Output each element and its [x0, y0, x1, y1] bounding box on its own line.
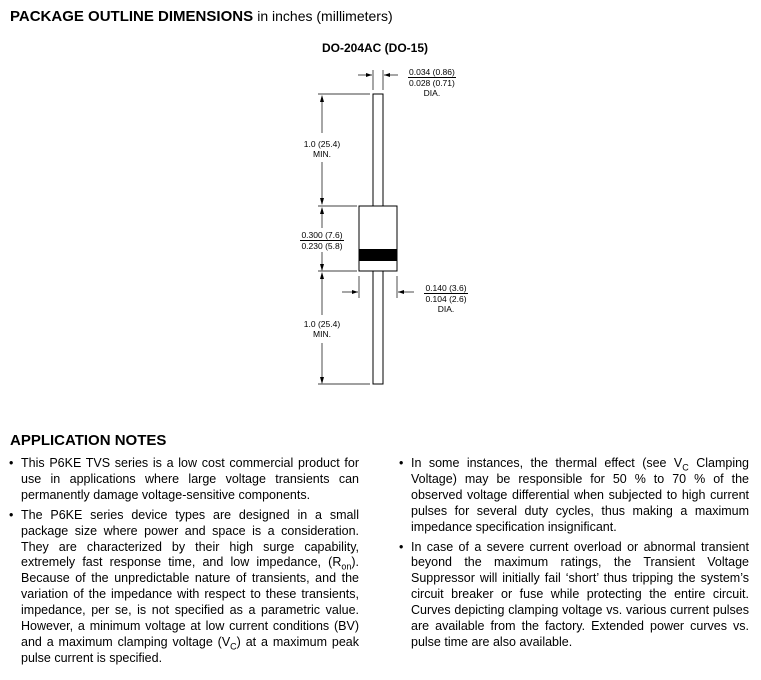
lead-diameter-dim — [408, 67, 456, 98]
note-subscript: on — [341, 561, 352, 572]
top-lead-length-note: MIN. — [313, 149, 331, 159]
lead-diameter-max: 0.034 (0.86) — [409, 67, 455, 77]
bottom-lead-length-value: 1.0 (25.4) — [303, 319, 341, 329]
note-item — [399, 540, 749, 651]
body-diameter-max: 0.140 (3.6) — [425, 283, 467, 293]
lead-diameter-note: DIA. — [423, 88, 441, 98]
note-text: This P6KE TVS series is a low cost commercial product for use in applications where large voltage transients can permanently damage voltage-sensitive components. — [21, 456, 359, 502]
section-title-main: PACKAGE OUTLINE DIMENSIONS — [10, 8, 254, 25]
bottom-lead-length-dim — [300, 319, 344, 339]
body-diameter-min: 0.104 (2.6) — [425, 294, 467, 304]
note-item — [399, 456, 749, 536]
bullet-icon: • — [399, 539, 404, 554]
top-lead-length-value: 1.0 (25.4) — [303, 139, 341, 149]
note-text: ). Because of the unpredictable nature of transients, and the variation of the impedance with respect to these transients, impedance, per se, is not specified as a parametric value. However, a minimum voltage at low current conditions (BV) and a maximum clamping voltage (V — [21, 555, 359, 649]
application-notes-title: APPLICATION NOTES — [10, 432, 167, 449]
lead-diameter-min: 0.028 (0.71) — [409, 78, 455, 88]
note-item — [9, 456, 359, 504]
note-text: In some instances, the thermal effect (see V — [411, 456, 683, 470]
notes-left-column — [9, 456, 359, 671]
section-title-units: in inches (millimeters) — [257, 8, 393, 24]
note-item — [9, 508, 359, 667]
cathode-band — [359, 249, 397, 261]
package-name: DO-204AC (DO-15) — [322, 41, 429, 55]
bullet-icon: • — [399, 456, 404, 470]
note-subscript: C — [682, 462, 689, 473]
bullet-icon: • — [9, 456, 14, 470]
body-length-dim — [293, 230, 351, 251]
notes-right-column — [399, 456, 749, 655]
note-text: ) at a maximum peak pulse current is specified. — [21, 634, 359, 665]
body-diameter-note: DIA. — [437, 304, 455, 314]
note-text: In case of a severe current overload or abnormal transient beyond the maximum ratings, the Transient Voltage Suppressor will initially fail ‘short’ thus tripping the system’s circuit breaker or fuse while protecting the entire circuit. Curves depicting clamping voltage vs. various current pulses are available from the factory. Extended power curves vs. pulse time are also available. — [411, 539, 749, 649]
note-subscript: C — [230, 641, 237, 652]
body-diameter-dim — [418, 283, 474, 314]
body-length-min: 0.230 (5.8) — [301, 241, 343, 251]
top-lead-length-dim — [300, 139, 344, 159]
bottom-lead — [373, 271, 383, 384]
top-lead — [373, 94, 383, 206]
note-text: Clamping Voltage) may be responsible for 50 % to 70 % of the observed voltage differential when subjected to high current pulses for several duty cycles, thus making a maximum impedance specification insignificant. — [411, 456, 750, 534]
bottom-lead-length-note: MIN. — [313, 329, 331, 339]
note-text: The P6KE series device types are designed in a small package size where power and space is a consideration. They are characterized by their high surge capability, extremely fast response time, and low impedance, (R — [21, 507, 359, 570]
diode-body — [359, 206, 397, 271]
body-length-max: 0.300 (7.6) — [301, 230, 343, 240]
bullet-icon: • — [9, 507, 14, 522]
